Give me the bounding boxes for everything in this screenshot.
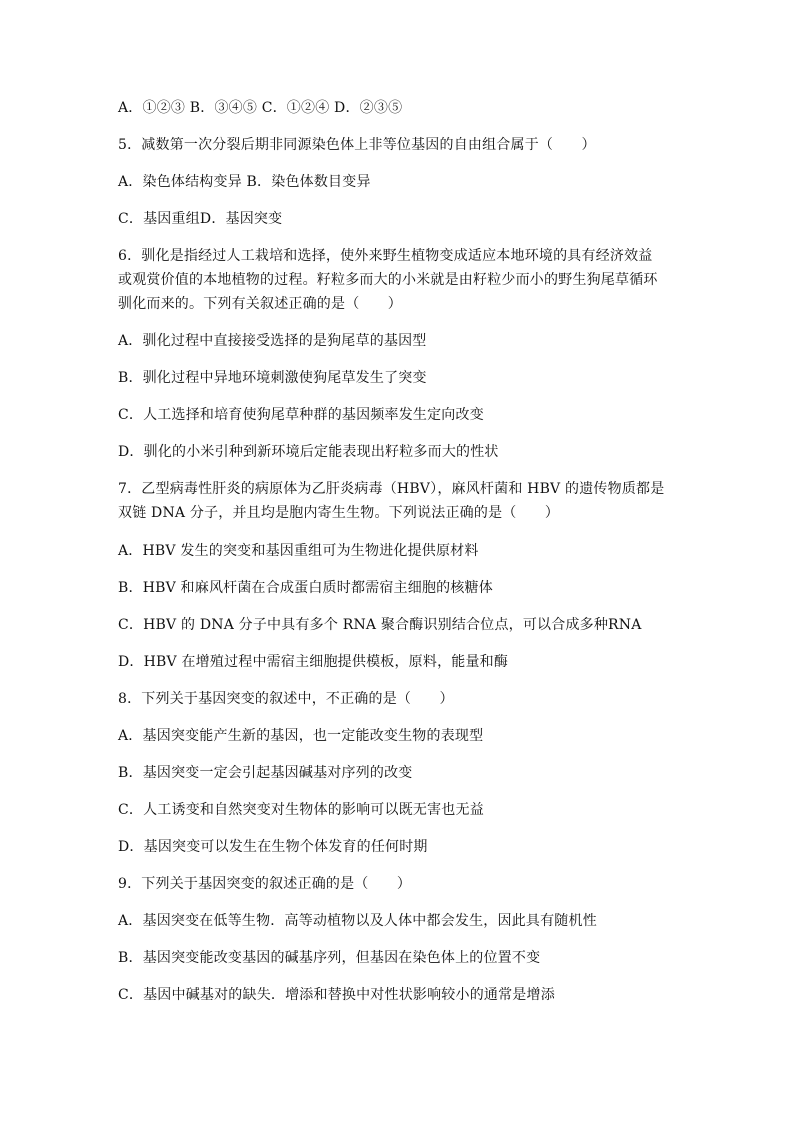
q8-option-c: C．人工诱变和自然突变对生物体的影响可以既无害也无益 xyxy=(118,802,484,818)
q4-options-line: A．①②③ B．③④⑤ C．①②④ D．②③⑤ xyxy=(118,100,403,116)
q8-option-d: D．基因突变可以发生在生物个体发育的任何时期 xyxy=(118,839,428,855)
q6-stem-line-2: 或观赏价值的本地植物的过程。籽粒多而大的小米就是由籽粒少而小的野生狗尾草循环 xyxy=(118,272,658,288)
q6-option-a: A．驯化过程中直接接受选择的是狗尾草的基因型 xyxy=(118,333,427,349)
q6-option-c: C．人工选择和培育使狗尾草种群的基因频率发生定向改变 xyxy=(118,407,484,423)
q8-option-a: A．基因突变能产生新的基因，也一定能改变生物的表现型 xyxy=(118,728,484,744)
q5-options-ab: A．染色体结构变异 B．染色体数目变异 xyxy=(118,174,371,190)
q7-stem-line-2: 双链 DNA 分子，并且均是胞内寄生生物。下列说法正确的是（ ） xyxy=(118,505,560,521)
q6-stem-line-1: 6．驯化是指经过人工栽培和选择，使外来野生植物变成适应本地环境的具有经济效益 xyxy=(118,248,653,264)
q5-options-cd: C．基因重组D．基因突变 xyxy=(118,211,283,227)
q9-stem: 9．下列关于基因突变的叙述正确的是（ ） xyxy=(118,876,412,892)
q6-stem-line-3: 驯化而来的。下列有关叙述正确的是（ ） xyxy=(118,296,402,312)
q8-stem: 8．下列关于基因突变的叙述中，不正确的是（ ） xyxy=(118,691,454,707)
q9-option-b: B．基因突变能改变基因的碱基序列，但基因在染色体上的位置不变 xyxy=(118,950,541,966)
q7-stem-line-1: 7．乙型病毒性肝炎的病原体为乙肝炎病毒（HBV），麻风杆菌和 HBV 的遗传物质都是 xyxy=(118,481,665,497)
q6-option-d: D．驯化的小米引种到新环境后定能表现出籽粒多而大的性状 xyxy=(118,444,499,460)
q7-option-c: C．HBV 的 DNA 分子中具有多个 RNA 聚合酶识别结合位点，可以合成多种RNA xyxy=(118,617,642,633)
q8-option-b: B．基因突变一定会引起基因碱基对序列的改变 xyxy=(118,765,413,781)
q6-option-b: B．驯化过程中异地环境刺激使狗尾草发生了突变 xyxy=(118,370,427,386)
q7-option-a: A．HBV 发生的突变和基因重组可为生物进化提供原材料 xyxy=(118,543,479,559)
q9-option-a: A．基因突变在低等生物．高等动植物以及人体中都会发生，因此具有随机性 xyxy=(118,913,597,929)
q9-option-c: C．基因中碱基对的缺失．增添和替换中对性状影响较小的通常是增添 xyxy=(118,987,555,1003)
q7-option-b: B．HBV 和麻风杆菌在合成蛋白质时都需宿主细胞的核糖体 xyxy=(118,580,493,596)
q5-stem: 5．减数第一次分裂后期非同源染色体上非等位基因的自由组合属于（ ） xyxy=(118,137,596,153)
q7-option-d: D．HBV 在增殖过程中需宿主细胞提供模板，原料，能量和酶 xyxy=(118,654,509,670)
